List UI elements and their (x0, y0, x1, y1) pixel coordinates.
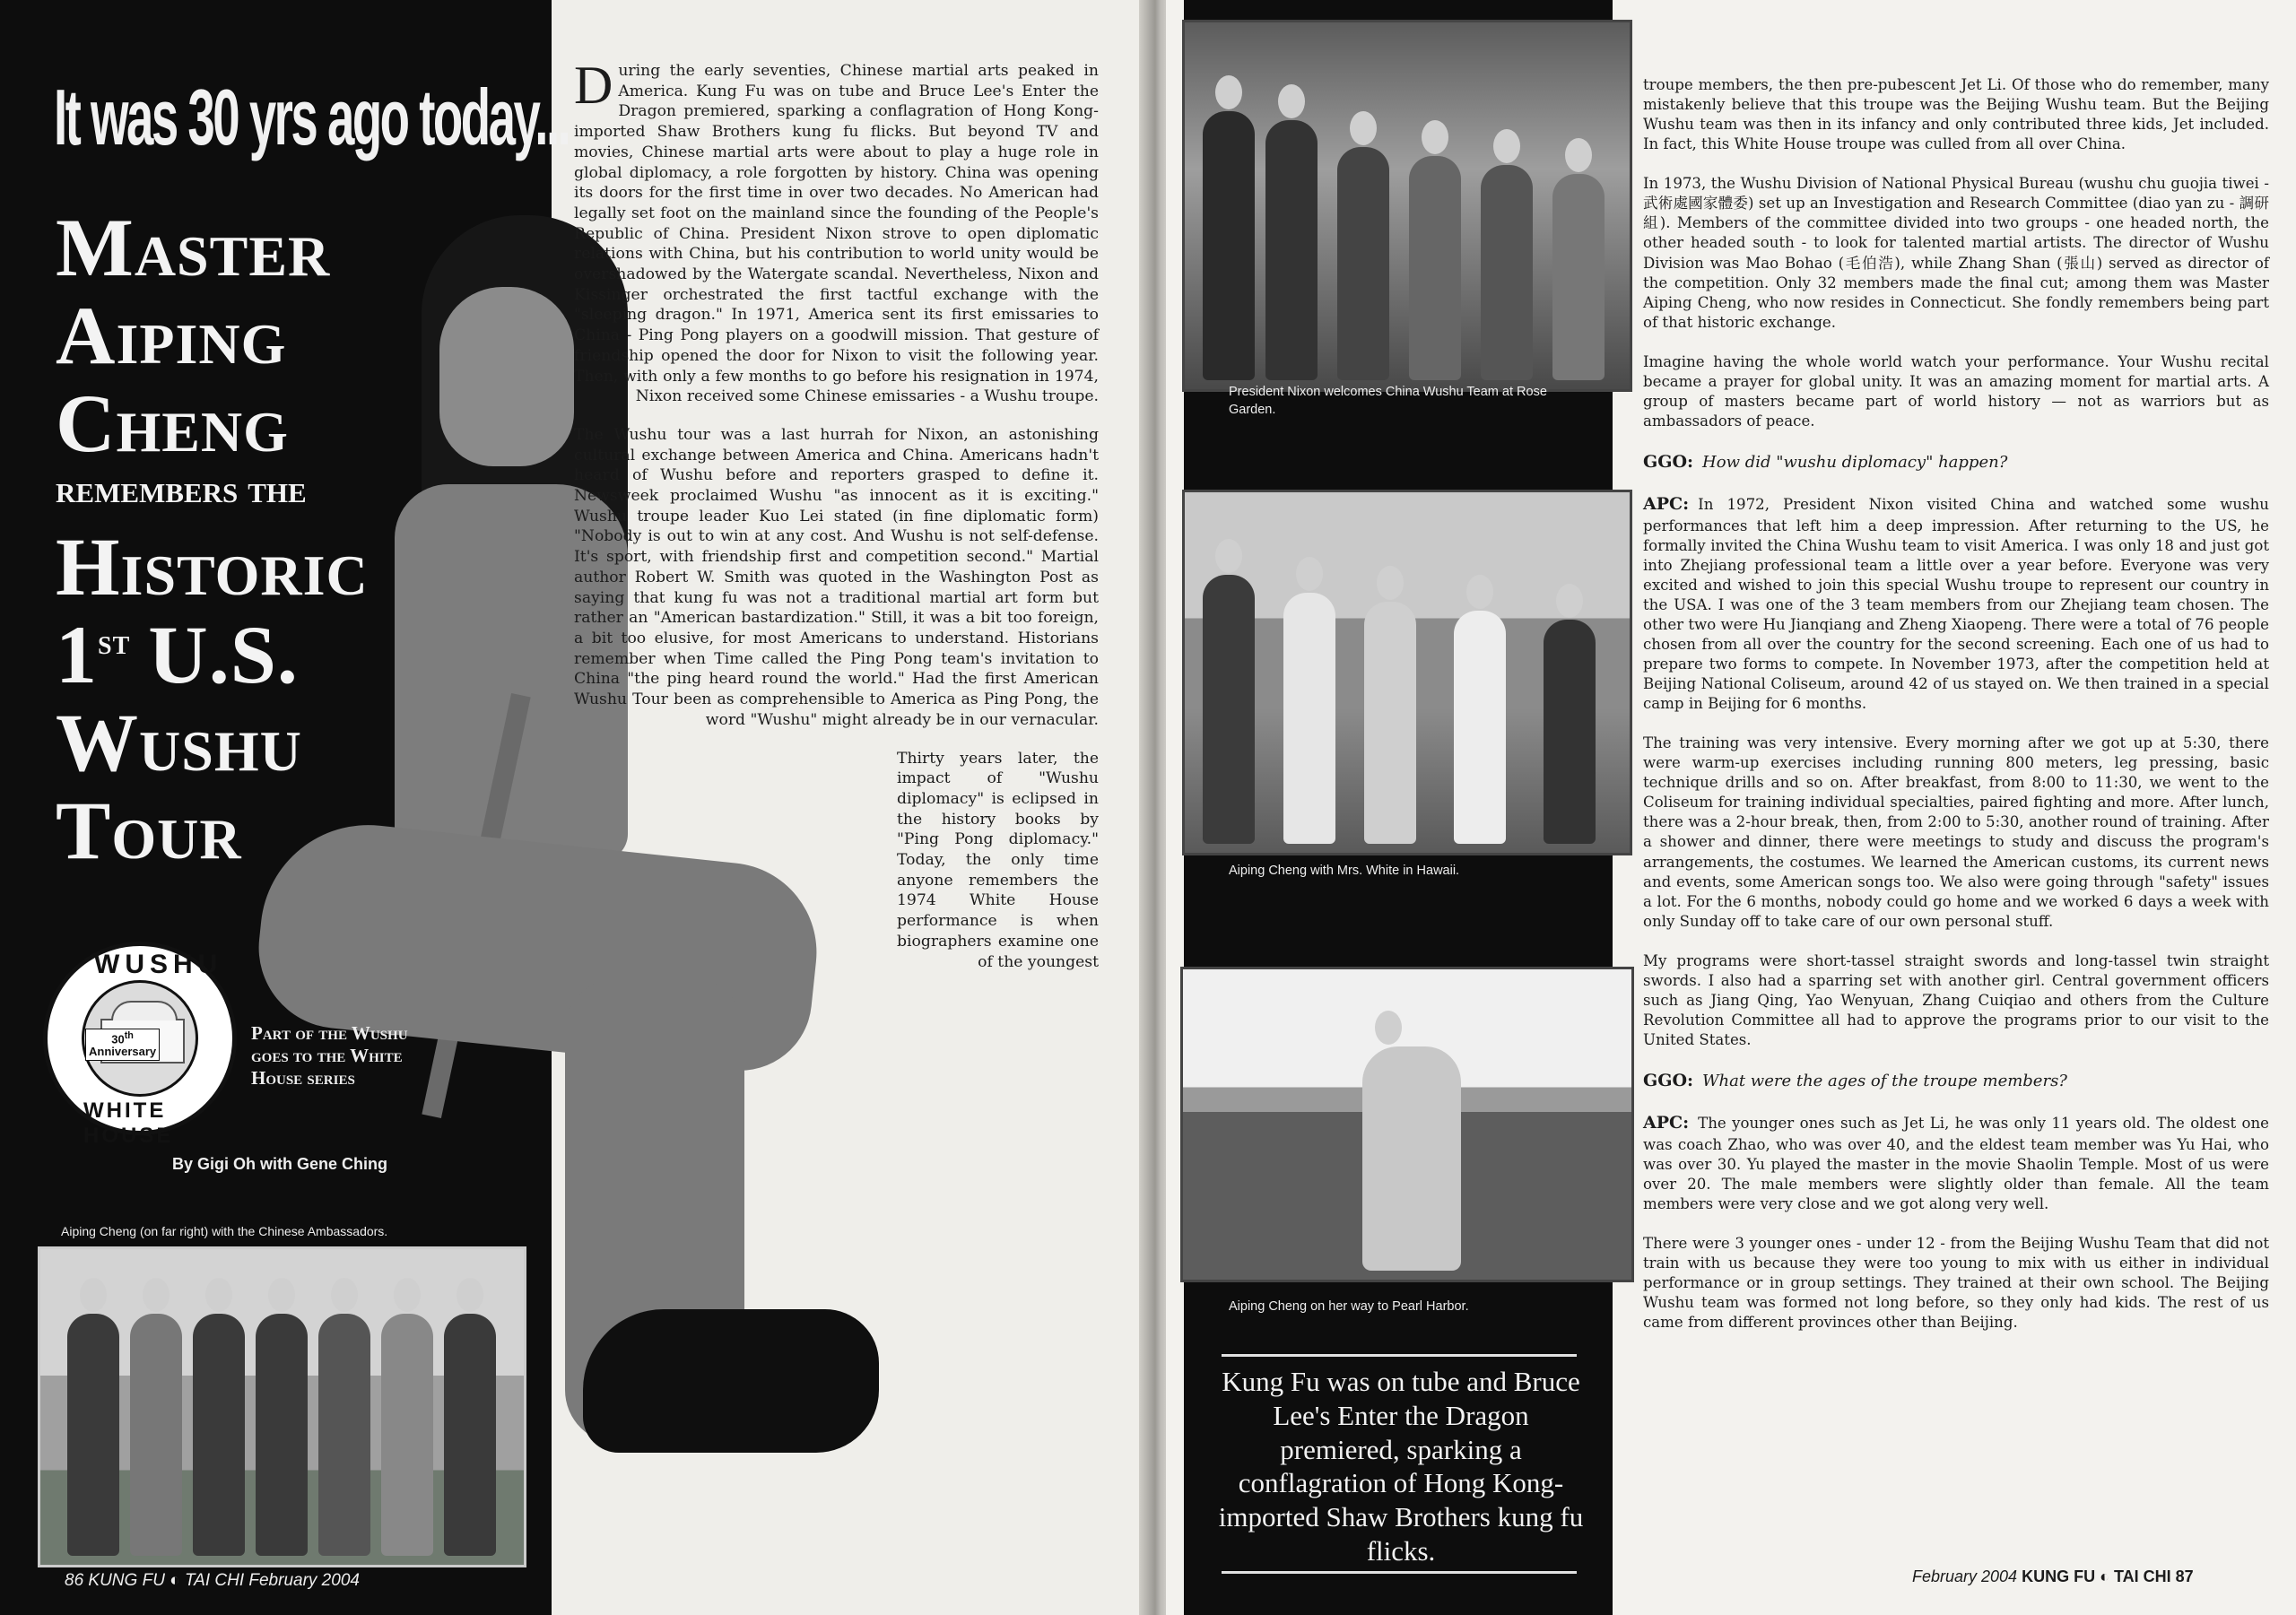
anniversary-word: Anniversary (89, 1044, 157, 1058)
right-page (1166, 0, 2296, 1615)
interviewee-tag: APC: (1643, 494, 1690, 515)
title-line: Historic (56, 521, 369, 612)
photo-ambassadors (38, 1246, 526, 1567)
interviewee-tag: APC: (1643, 1113, 1690, 1133)
page-folio-right (1912, 1567, 2194, 1586)
article-paragraph: troupe members, the then pre-pubescent Jet Li. Of those who do remember, many mistakenly believe that this troupe was the Beijing Wushu team. But the Beijing Wushu team was then in its infancy and only contributed three kids, Jet included. In fact, this White House troupe was culled from all over China. (1643, 76, 2269, 153)
title-line: Cheng (56, 378, 289, 469)
pull-quote: Kung Fu was on tube and Bruce Lee's Enter the Dragon premiered, sparking a conflagration of Hong Kong-imported Shaw Brothers kung fu flicks. (1218, 1366, 1584, 1567)
photo-pearl-harbor (1180, 967, 1634, 1282)
title-line: Aiping (56, 290, 287, 381)
title-line: Wushu (56, 697, 302, 788)
title-remembers: remembers the (56, 467, 307, 511)
article-paragraph: My programs were short-tassel straight swords and long-tassel twin straight swords. I also had a sparring set with another girl. Central government officers such as Jiang Qing, Yao Wenyuan, Zhang Cuiqiao and others from the Culture Revolution Committee all had to approve the programs prior to our visit to the United States. (1643, 951, 2269, 1049)
drop-cap: D (574, 56, 613, 115)
folio-magazine: KUNG FU ◐ TAI CHI 87 (2022, 1567, 2194, 1585)
anniversary-badge (85, 1029, 160, 1061)
emblem-top-text: WUSHU (94, 950, 223, 979)
photo-caption: Aiping Cheng on her way to Pearl Harbor. (1229, 1299, 1469, 1314)
page-folio-left: 86 KUNG FU ◐ TAI CHI February 2004 (65, 1571, 360, 1590)
article-paragraph: Thirty years later, the impact of "Wushu diplomacy" is eclipsed in the history books by "Ping Pong diplomacy." Today, the only time anyone remembers the 1974 White House performance is when biographers examine one of the youngest (897, 749, 1099, 971)
series-label: Part of the Wushu goes to the White House series (251, 1022, 408, 1090)
interviewer-tag: GGO: (1643, 452, 1694, 472)
interview-question: GGO: How did "wushu diplomacy" happen? (1643, 452, 2008, 472)
title-line: Tour (56, 785, 242, 876)
article-column-right (1643, 75, 2269, 1352)
wushu-white-house-emblem (43, 942, 237, 1148)
article-paragraph: In 1973, the Wushu Division of National Physical Bureau (wushu chu guojia tiwei - 武術處國家體委) set up an Investigation and Research Committee (diao yan zu - 調研組). Members of the committee divided into two groups - one headed north, the other headed south - to look for talented martial artists. The director of Wushu Division was Mao Bohao (毛伯浩), while Zhang Shan (張山) served as director of the competition. Only 32 members made the final cut; among them was Master Aiping Cheng, who now resides in Connecticut. She fondly remembers being part of that historic exchange. (1643, 175, 2269, 331)
article-paragraph: There were 3 younger ones - under 12 - from the Beijing Wushu Team that did not train with us because they were too young to mix with us either in individual performance or in group settings. They trained at their own school. The Beijing Wushu team was formed not long before, so they only had kids. The rest of us came from different provinces other than Beijing. (1643, 1234, 2269, 1332)
headline-title (56, 202, 369, 877)
interviewer-tag: GGO: (1643, 1071, 1694, 1091)
title-line: Master (56, 202, 331, 293)
title-line-first-us (56, 609, 369, 700)
photo-caption: Aiping Cheng (on far right) with the Chinese Ambassadors. (61, 1224, 388, 1238)
article-paragraph: During the early seventies, Chinese martial arts peaked in America. Kung Fu was on tube and Bruce Lee's Enter the Dragon premiered, sparking a conflagration of Hong Kong-imported Shaw Brothers kung fu flicks. But beyond TV and movies, Chinese martial arts were about to play a huge role in global diplomacy, a role forgotten by history. China was opening its doors for the first time in over two decades. No American had legally set foot on the mainland since the founding of the People's Republic of China. President Nixon strove to open diplomatic relations with China, but his contribution to world unity would be overshadowed by the Watergate scandal. Nevertheless, Nixon and Kissinger orchestrated the first tactful exchange with the "sleeping dragon." In 1971, America sent its first emissaries to China - Ping Pong players on a goodwill mission. That gesture of friendship opened the door for Nixon to visit the following year. Then, with only a few months to go before his resignation in 1974, Nixon received some Chinese emissaries - a Wushu troupe. (574, 56, 1099, 406)
photo-caption: President Nixon welcomes China Wushu Team at Rose Garden. (1229, 385, 1547, 417)
pull-quote-rule-top (1222, 1354, 1577, 1357)
emblem-bottom-text: WHITE HOUSE (83, 1098, 174, 1148)
interview-question: GGO: What were the ages of the troupe members? (1643, 1071, 2067, 1091)
title-ordinal: 1 (56, 609, 98, 700)
article-paragraph: The Wushu tour was a last hurrah for Nixon, an astonishing cultural exchange between America and China. Americans hadn't heard of Wushu before and reporters grasped to define it. Newsweek proclaimed Wushu "as innocent as it is exciting." Wushu troupe leader Kuo Lei stated (in fine diplomatic form) "Nobody is out to win at any cost. And Wushu is not self-defense. It's sport, with friendship first and competition second." Martial author Robert W. Smith was quoted in the Washington Post as saying that kung fu was not a traditional martial art form but rather an "American bastardization." Still, it was a bit too foreign, a bit too elusive, for most Americans to understand. Historians remember when Time called the Ping Pong team's invitation to China "the ping heard round the world." Had the first American Wushu Tour been as comprehensible to America as Ping Pong, the word "Wushu" might already be in our vernacular. (574, 425, 1099, 729)
title-ordinal-suffix: st (98, 621, 131, 662)
article-column-left (574, 56, 1099, 990)
byline: By Gigi Oh with Gene Ching (172, 1155, 388, 1173)
title-us: U.S. (148, 609, 299, 700)
photo-rose-garden (1182, 20, 1632, 392)
interview-answer: APC: The younger ones such as Jet Li, he was only 11 years old. The oldest one was coach Zhao, who was over 40, and the eldest team member was Yu Hai, who was over 30. Yu played the master in the movie Shaolin Temple. Most of us were over 20. The male members were slightly older than female. All the team members were very close and we got along very well. (1643, 1113, 2269, 1212)
pull-quote-rule-bottom (1222, 1571, 1577, 1574)
photo-hawaii (1182, 490, 1632, 855)
article-paragraph: The training was very intensive. Every morning after we got up at 5:30, there were warm-up exercises including running 800 meters, leg pressing, basic technique drills and so on. After breakfast, from 8:00 to 11:30, we went to the Coliseum for training individual specialties, paired fighting and more. After lunch, there was a 2-hour break, then, from 2:00 to 5:30, another round of training. After a shower and dinner, there were meetings to study and discuss the program's arrangements, the costumes. We learned the American customs, its current news and events, some American songs too. We also were going through "safety" issues a lot. For the 6 months, nobody could go home and we worked 6 days a week with only Sunday off to take care of our own personal stuff. (1643, 734, 2269, 930)
anniversary-suffix: th (124, 1030, 134, 1041)
anniversary-number: 30 (111, 1032, 125, 1046)
photo-caption: Aiping Cheng with Mrs. White in Hawaii. (1229, 864, 1460, 878)
folio-date: February 2004 (1912, 1567, 2018, 1585)
interview-answer: APC: In 1972, President Nixon visited China and watched some wushu performances that left him a deep impression. After returning to the US, he formally invited the China Wushu team to visit America. I was only 18 and just got into Zhejiang professional team a little over a year before. Everyone was very excited and wished to join this special Wushu troupe to represent our country in the USA. I was one of the 3 team members from our Zhejiang team chosen. The other two were Hu Jianqiang and Zheng Xiaopeng. There were a total of 76 people chosen from all over the country for the second screening. Each one of us had to prepare two forms to compete. In November 1973, after the competition held at Beijing National Coliseum, around 42 of us stayed on. We then trained in a special camp in Beijing for 6 months. (1643, 494, 2269, 713)
headline-kicker: It was 30 yrs ago today... (54, 73, 570, 161)
article-paragraph: Imagine having the whole world watch your performance. Your Wushu recital became a prayer for global unity. It was an amazing moment for martial arts. A group of masters became part of world history — not as warriors but as ambassadors of peace. (1643, 352, 2269, 430)
